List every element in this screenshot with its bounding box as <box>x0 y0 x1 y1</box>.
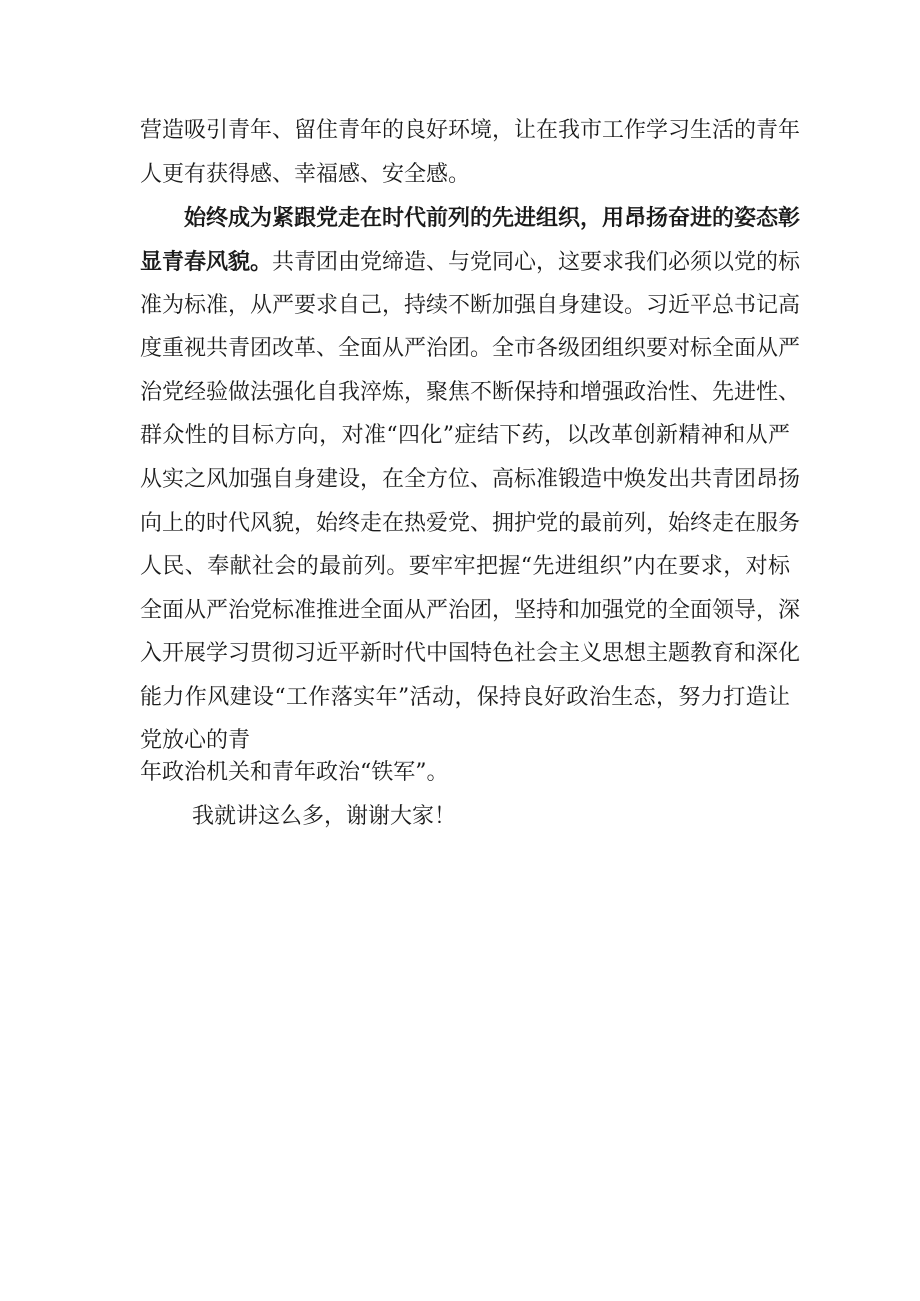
paragraph-2-line-8: 向上的时代风貌，始终走在热爱党、拥护党的最前列，始终走在服务 <box>140 511 801 536</box>
paragraph-2-line-7: 从实之风加强自身建设，在全方位、高标准锻造中焕发出共青团昂扬 <box>140 467 801 492</box>
paragraph-2-heading-line-1: 始终成为紧跟党走在时代前列的先进组织，用昂扬奋进的姿态彰 <box>184 205 801 231</box>
paragraph-2-line-12: 能力作风建设“工作落实年”活动，保持良好政治生态，努力打造让 <box>140 685 790 710</box>
paragraph-2-line-9: 人民、奉献社会的最前列。要牢牢把握“先进组织”内在要求，对标 <box>140 554 790 579</box>
paragraph-2-line-14: 年政治机关和青年政治“铁军”。 <box>140 760 449 785</box>
paragraph-2-line-2-text: 共青团由党缔造、与党同心，这要求我们必须以党的标 <box>272 250 801 275</box>
paragraph-2-line-2 <box>140 247 801 278</box>
paragraph-2-line-13: 党放心的青 <box>140 728 251 753</box>
closing-line: 我就讲这么多，谢谢大家！ <box>192 804 457 829</box>
paragraph-1-line-2: 人更有获得感、幸福感、安全感。 <box>140 162 471 187</box>
paragraph-2-line-10: 全面从严治党标准推进全面从严治团，坚持和加强党的全面领导，深 <box>140 598 801 623</box>
paragraph-2-line-4: 度重视共青团改革、全面从严治团。全市各级团组织要对标全面从严 <box>140 336 801 361</box>
paragraph-2-heading-end: 显青春风貌。 <box>140 249 273 275</box>
paragraph-1-line-1: 营造吸引青年、留住青年的良好环境，让在我市工作学习生活的青年 <box>140 118 801 143</box>
paragraph-2-line-5: 治党经验做法强化自我淬炼，聚焦不断保持和增强政治性、先进性、 <box>140 380 801 405</box>
paragraph-2-line-11: 入开展学习贯彻习近平新时代中国特色社会主义思想主题教育和深化 <box>140 641 801 666</box>
paragraph-2-line-3: 准为标准，从严要求自己，持续不断加强自身建设。习近平总书记高 <box>140 293 801 318</box>
paragraph-2-line-6: 群众性的目标方向，对准“四化”症结下药，以改革创新精神和从严 <box>140 423 790 448</box>
